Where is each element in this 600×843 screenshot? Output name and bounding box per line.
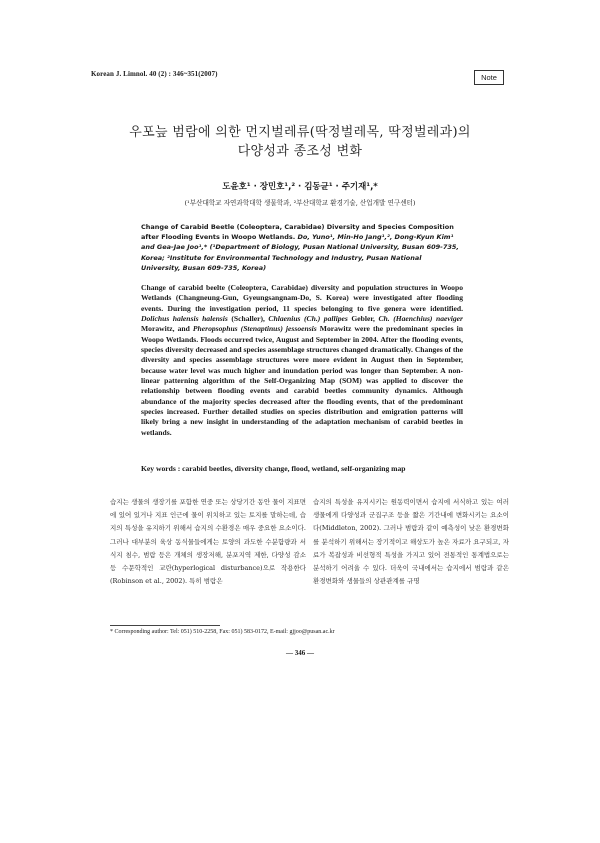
abstract-text: Morawitz, and [141, 324, 190, 334]
english-title-block [141, 222, 463, 273]
english-affiliation-2: ²Institute for Environmental Technology and Industry, Pusan National University, Busan 609-735, Korea) [141, 253, 422, 272]
abstract [141, 283, 463, 438]
species-name: Pheropsophus (Stenaptinus) jessoensis [192, 324, 317, 334]
abstract-text: (Schaller), [231, 314, 265, 324]
species-name: Ch. (Haenchius) naeviger [378, 314, 463, 324]
species-name: Dolichus halensis halensis [141, 314, 228, 324]
korean-authors: 도윤호¹ · 장민호¹,² · 김동균¹ · 주기재¹,* [222, 182, 378, 192]
korean-title-line1: 우포늪 범람에 의한 먼지벌레류(딱정벌레목, 딱정벌레과)의 [129, 125, 471, 140]
body-column-left [110, 496, 306, 588]
body-paragraph: 습지의 특성을 유지시키는 원동력이면서 습지에 서식하고 있는 여러 생물에게 다양성과 군집구조 등을 짧은 기간내에 변화시키는 요소이다(Middleton, 2002). 그러나 범람과 같이 예측성이 낮은 환경변화를 분석하기 위해서는 장기적이고 해상도가 높은 자료가 요구되고, 자료가 복잡성과 비선형적 특성을 가지고 있어 전통적인 통계법으로는 분석하기 어려울 수 있다. 더욱이 국내에서는 습지에서 범람과 같은 환경변화와 생물들의 상관관계를 규명 [313, 498, 509, 586]
abstract-text: Gebler, [351, 314, 375, 324]
english-authors: Do, Yuno¹, Min-Ho Jang¹,², Dong-Kyun Kim¹ and Gea-Jae Joo¹,* [141, 233, 454, 252]
body-paragraph: 습지는 생물의 생장기를 포함한 연중 또는 상당기간 동안 물이 지표면에 있어 있거나 지표 인근에 물이 위치하고 있는 토지를 말하는데, 습지의 특성을 유지하기 위해서 습지의 수환경은 매우 중요한 요소이다. 그러나 대부분의 육상 동식물들에게는 토양의 과도한 수분함량과 서식지 침수, 범람 등은 개체의 생장저해, 분포지역 제한, 다양성 감소 등 수문학적인 교란(hyperlogical disturbance)으로 작용한다(Robinson et al., 2002). 특히 범람은 [110, 498, 306, 586]
keywords: Key words : carabid beetles, diversity change, flood, wetland, self-organizing map [141, 464, 406, 473]
abstract-text: Morawitz were the predominant species in Woopo Wetlands. Floods occurred twice, August and September in 2004. After the flooding events, species diversity decreased and species assemblage structures changed dramatically. Changes of the diversity and species assemblage structures were more evident in August then in September, because water level was much higher and inundation period was longer than September. A non-linear patterning algorithm of the Self-Organizing Map (SOM) was applied to discover the relationship between flooding events and carabid beetles community dynamics. Although abundance of the majority species decreased after the flooding events, that of the predominant species increased. Further detailed studies on species distribution and emigration patterns will likely bring a new insight in understanding of the adaptation mechanism of carabid beetles in wetlands. [141, 324, 464, 437]
footnote: * Corresponding author: Tel: 051) 510-2258, Fax: 051) 583-0172, E-mail: gjjoo@pusan.ac.kr [110, 629, 335, 635]
korean-affiliation: (¹부산대학교 자연과학대학 생물학과, ²부산대학교 환경기술, 산업개발 연구센터) [184, 199, 416, 207]
species-name: Chlaenius (Ch.) pallipes [268, 314, 348, 324]
body-column-right [313, 496, 509, 588]
footnote-divider [110, 625, 220, 626]
english-title: Change of Carabid Beetle (Coleoptera, Carabidae) Diversity and Species Composition after Flooding Events in Woopo Wetlands. [141, 223, 454, 242]
korean-title-line2: 다양성과 종조성 변화 [237, 144, 363, 159]
page-number: — 346 — [286, 649, 314, 657]
note-label: Note [474, 70, 504, 85]
english-affiliation-1: (¹Department of Biology, Pusan National University, Busan 609-735, Korea; [141, 243, 459, 262]
abstract-text: Change of carabid beelte (Coleoptera, Carabidae) diversity and population structures in Woopo Wetlands (Changneung-Gun, Gyeungsangnam-Do, S. Korea) were investigated after flooding events. During the investigation period, 11 species belonging to five genera were identified. [141, 283, 463, 313]
journal-reference: Korean J. Limnol. 40 (2) : 346~351(2007) [91, 70, 218, 78]
